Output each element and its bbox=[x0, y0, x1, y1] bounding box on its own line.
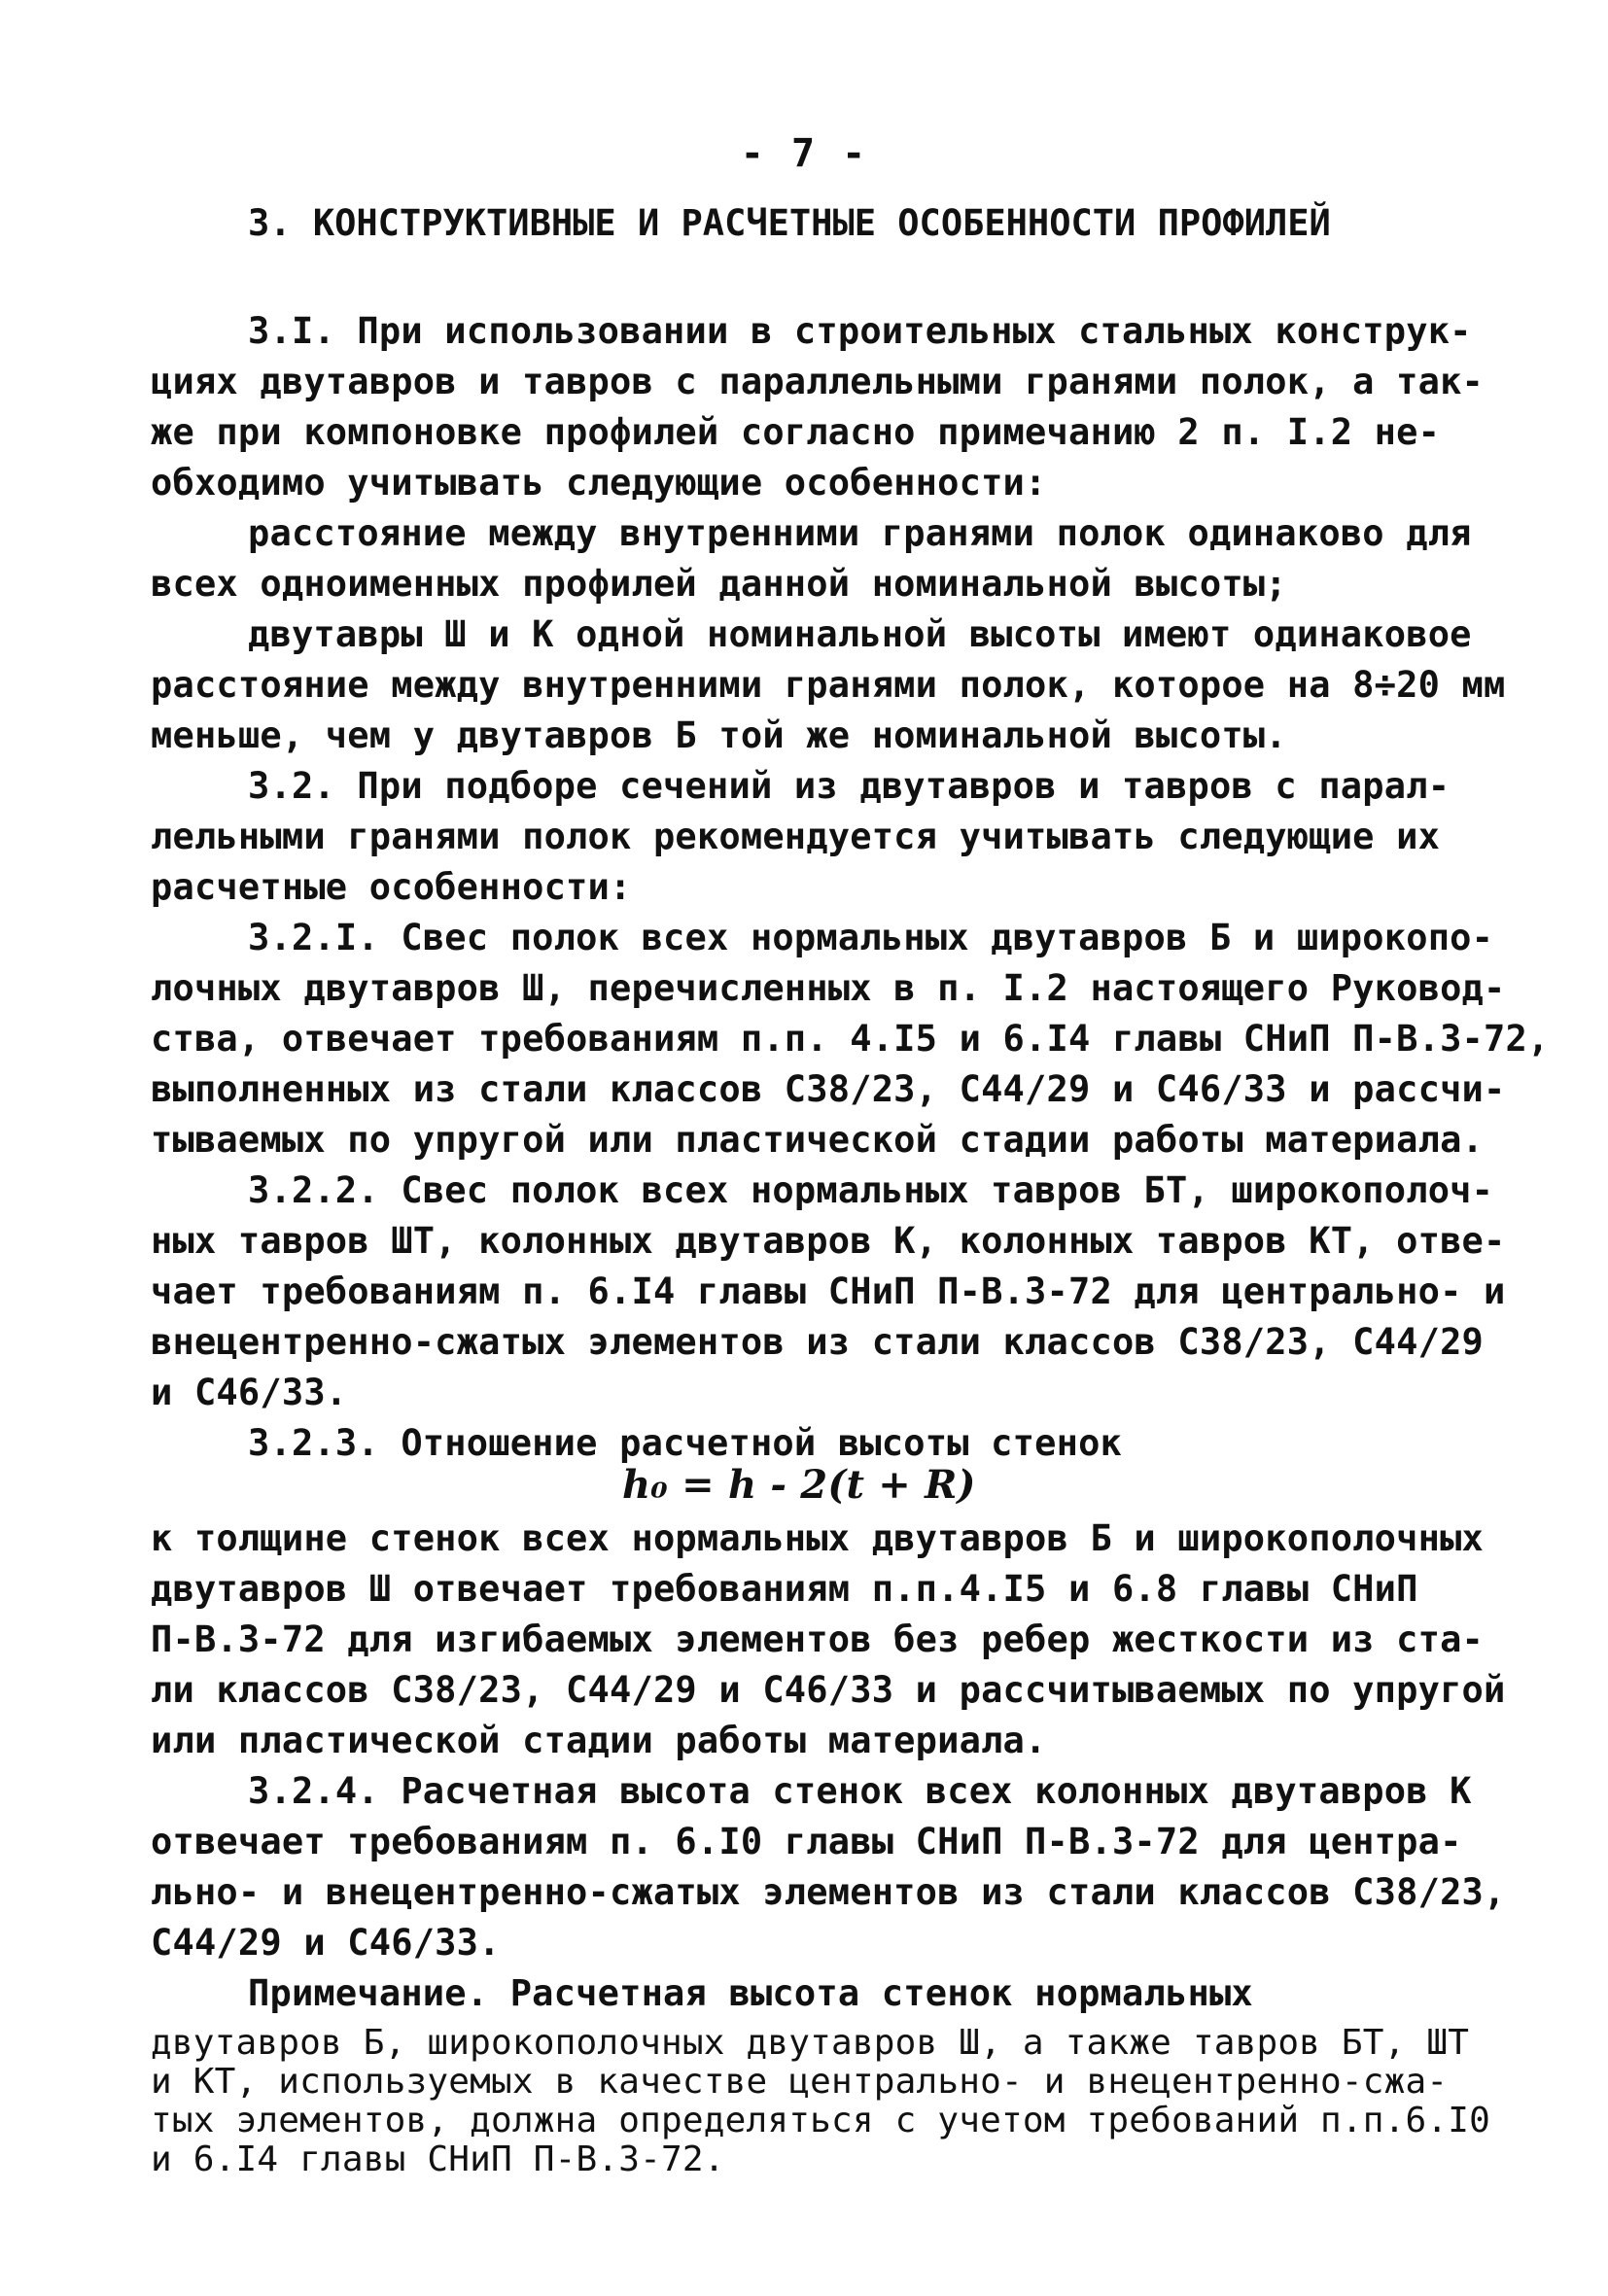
paragraph-line: лельными гранями полок рекомендуется учитывать следующие их bbox=[151, 816, 1441, 857]
paragraph-line: П-В.3-72 для изгибаемых элементов без ребер жесткости из ста- bbox=[151, 1618, 1485, 1660]
paragraph-line: обходимо учитывать следующие особенности: bbox=[151, 462, 1047, 504]
page-number: - 7 - bbox=[740, 131, 868, 176]
note-line: двутавров Б, широкополочных двутавров Ш, а также тавров БТ, ШТ bbox=[151, 2023, 1470, 2063]
paragraph-line: 3.2.2. Свес полок всех нормальных тавров БТ, широкополоч- bbox=[248, 1169, 1494, 1211]
paragraph-line: расстояние между внутренними гранями полок одинаково для bbox=[248, 512, 1472, 554]
paragraph-line: всех одноименных профилей данной номинальной высоты; bbox=[151, 563, 1287, 605]
paragraph-line: или пластической стадии работы материала. bbox=[151, 1720, 1047, 1761]
paragraph-line: ных тавров ШТ, колонных двутавров К, колонных тавров КТ, отве- bbox=[151, 1220, 1506, 1262]
paragraph-line: и С46/33. bbox=[151, 1372, 348, 1413]
paragraph-line: расстояние между внутренними гранями полок, которое на 8÷20 мм bbox=[151, 664, 1506, 706]
paragraph-line: меньше, чем у двутавров Б той же номинальной высоты. bbox=[151, 714, 1287, 756]
paragraph-line: 3.2.I. Свес полок всех нормальных двутавров Б и широкопо- bbox=[248, 917, 1494, 958]
paragraph-line: к толщине стенок всех нормальных двутавров Б и широкополочных bbox=[151, 1517, 1485, 1559]
paragraph-line: ли классов С38/23, С44/29 и С46/33 и рассчитываемых по упругой bbox=[151, 1669, 1506, 1711]
note-line: и КТ, используемых в качестве центрально- и внецентренно-сжа- bbox=[151, 2062, 1449, 2102]
paragraph-line: же при компоновке профилей согласно примечанию 2 п. I.2 не- bbox=[151, 411, 1441, 453]
paragraph-line: чает требованиям п. 6.I4 главы СНиП П-В.3-72 для центрально- и bbox=[151, 1270, 1506, 1312]
paragraph-line: 3.I. При использовании в строительных стальных конструк- bbox=[248, 310, 1472, 352]
note-line: Примечание. Расчетная высота стенок нормальных bbox=[248, 1972, 1253, 2014]
paragraph-line: двутавры Ш и К одной номинальной высоты имеют одинаковое bbox=[248, 613, 1472, 655]
paragraph-line: 3.2. При подборе сечений из двутавров и тавров с парал- bbox=[248, 765, 1451, 807]
note-line: тых элементов, должна определяться с учетом требований п.п.6.I0 bbox=[151, 2101, 1491, 2140]
note-line: и 6.I4 главы СНиП П-В.3-72. bbox=[151, 2139, 725, 2179]
paragraph-line: лочных двутавров Ш, перечисленных в п. I.2 настоящего Руковод- bbox=[151, 967, 1506, 1009]
paragraph-line: 3.2.3. Отношение расчетной высоты стенок bbox=[248, 1422, 1123, 1464]
formula: h₀ = h - 2(t + R) bbox=[622, 1462, 976, 1508]
paragraph-line: тываемых по упругой или пластической стадии работы материала. bbox=[151, 1119, 1485, 1161]
paragraph-line: расчетные особенности: bbox=[151, 866, 632, 908]
paragraph-line: 3.2.4. Расчетная высота стенок всех колонных двутавров К bbox=[248, 1770, 1472, 1812]
paragraph-line: С44/29 и С46/33. bbox=[151, 1922, 501, 1964]
paragraph-line: отвечает требованиям п. 6.I0 главы СНиП П-В.3-72 для центра- bbox=[151, 1821, 1462, 1862]
paragraph-line: двутавров Ш отвечает требованиям п.п.4.I5 и 6.8 главы СНиП bbox=[151, 1568, 1418, 1610]
section-heading: 3. КОНСТРУКТИВНЫЕ И РАСЧЕТНЫЕ ОСОБЕННОСТИ ПРОФИЛЕЙ bbox=[248, 202, 1331, 244]
paragraph-line: циях двутавров и тавров с параллельными гранями полок, а так- bbox=[151, 361, 1485, 402]
paragraph-line: ства, отвечает требованиям п.п. 4.I5 и 6.I4 главы СНиП П-В.3-72, bbox=[151, 1018, 1550, 1060]
paragraph-line: льно- и внецентренно-сжатых элементов из стали классов С38/23, bbox=[151, 1871, 1506, 1913]
paragraph-line: внецентренно-сжатых элементов из стали классов С38/23, С44/29 bbox=[151, 1321, 1485, 1363]
paragraph-line: выполненных из стали классов С38/23, С44/29 и С46/33 и рассчи- bbox=[151, 1068, 1506, 1110]
